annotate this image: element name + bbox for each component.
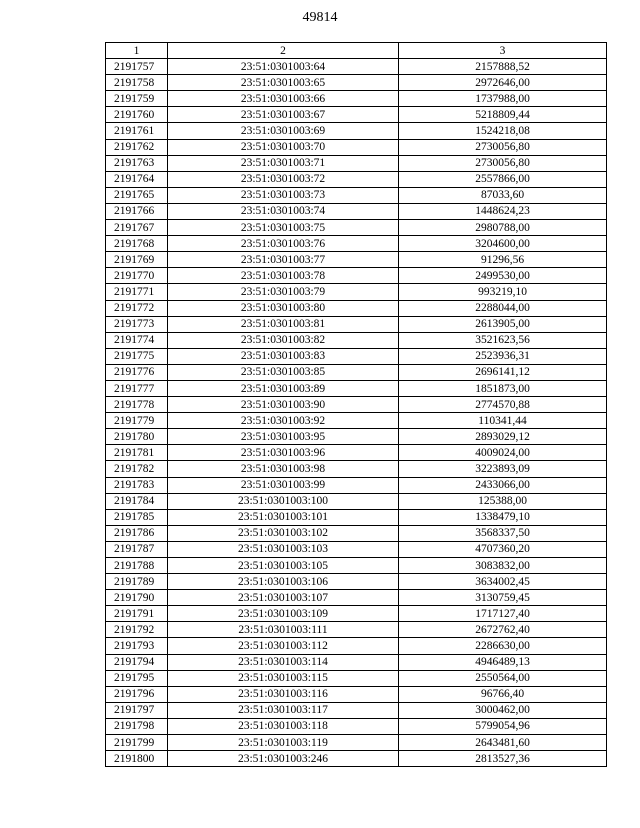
value-cell: 2980788,00: [399, 220, 607, 236]
cadastral-number-cell: 23:51:0301003:118: [168, 718, 399, 734]
value-cell: 3000462,00: [399, 702, 607, 718]
cadastral-number-cell: 23:51:0301003:92: [168, 413, 399, 429]
row-number-cell: 2191782: [106, 461, 168, 477]
table-row: [106, 525, 607, 541]
table-row: [106, 590, 607, 606]
cadastral-number-cell: 23:51:0301003:100: [168, 493, 399, 509]
cadastral-number-cell: 23:51:0301003:114: [168, 654, 399, 670]
cadastral-number-cell: 23:51:0301003:85: [168, 364, 399, 380]
table-row: [106, 268, 607, 284]
row-number-cell: 2191775: [106, 348, 168, 364]
cadastral-number-cell: 23:51:0301003:112: [168, 638, 399, 654]
cadastral-number-cell: 23:51:0301003:101: [168, 509, 399, 525]
cadastral-number-cell: 23:51:0301003:64: [168, 59, 399, 75]
cadastral-number-cell: 23:51:0301003:89: [168, 380, 399, 396]
cadastral-number-cell: 23:51:0301003:77: [168, 252, 399, 268]
value-cell: 2613905,00: [399, 316, 607, 332]
cadastral-number-cell: 23:51:0301003:80: [168, 300, 399, 316]
value-cell: 2157888,52: [399, 59, 607, 75]
row-number-cell: 2191794: [106, 654, 168, 670]
row-number-cell: 2191765: [106, 187, 168, 203]
cadastral-number-cell: 23:51:0301003:67: [168, 107, 399, 123]
value-cell: 1717127,40: [399, 606, 607, 622]
value-cell: 2672762,40: [399, 622, 607, 638]
row-number-cell: 2191763: [106, 155, 168, 171]
cadastral-number-cell: 23:51:0301003:115: [168, 670, 399, 686]
row-number-cell: 2191768: [106, 236, 168, 252]
cadastral-number-cell: 23:51:0301003:70: [168, 139, 399, 155]
row-number-cell: 2191785: [106, 509, 168, 525]
table-row: [106, 91, 607, 107]
row-number-cell: 2191769: [106, 252, 168, 268]
cadastral-number-cell: 23:51:0301003:71: [168, 155, 399, 171]
cadastral-number-cell: 23:51:0301003:66: [168, 91, 399, 107]
table-row: [106, 686, 607, 702]
table-row: [106, 429, 607, 445]
table-row: [106, 187, 607, 203]
cadastral-number-cell: 23:51:0301003:76: [168, 236, 399, 252]
table-row: [106, 300, 607, 316]
value-cell: 2643481,60: [399, 735, 607, 751]
row-number-cell: 2191779: [106, 413, 168, 429]
table-row: [106, 574, 607, 590]
value-cell: 1448624,23: [399, 203, 607, 219]
value-cell: 2893029,12: [399, 429, 607, 445]
value-cell: 125388,00: [399, 493, 607, 509]
cadastral-table: [105, 42, 607, 767]
row-number-cell: 2191774: [106, 332, 168, 348]
table-row: [106, 638, 607, 654]
cadastral-number-cell: 23:51:0301003:109: [168, 606, 399, 622]
row-number-cell: 2191777: [106, 380, 168, 396]
row-number-cell: 2191795: [106, 670, 168, 686]
cadastral-number-cell: 23:51:0301003:119: [168, 735, 399, 751]
cadastral-number-cell: 23:51:0301003:106: [168, 574, 399, 590]
column-header-3: 3: [399, 43, 607, 59]
row-number-cell: 2191787: [106, 541, 168, 557]
table-row: [106, 477, 607, 493]
row-number-cell: 2191761: [106, 123, 168, 139]
cadastral-number-cell: 23:51:0301003:75: [168, 220, 399, 236]
table-row: [106, 123, 607, 139]
row-number-cell: 2191766: [106, 203, 168, 219]
table-row: [106, 75, 607, 91]
cadastral-number-cell: 23:51:0301003:102: [168, 525, 399, 541]
cadastral-number-cell: 23:51:0301003:81: [168, 316, 399, 332]
row-number-cell: 2191784: [106, 493, 168, 509]
value-cell: 2557866,00: [399, 171, 607, 187]
table-row: [106, 751, 607, 767]
row-number-cell: 2191757: [106, 59, 168, 75]
table-row: [106, 654, 607, 670]
table-row: [106, 364, 607, 380]
column-header-2: 2: [168, 43, 399, 59]
row-number-cell: 2191778: [106, 397, 168, 413]
table-row: [106, 236, 607, 252]
value-cell: 96766,40: [399, 686, 607, 702]
cadastral-number-cell: 23:51:0301003:116: [168, 686, 399, 702]
row-number-cell: 2191796: [106, 686, 168, 702]
value-cell: 3083832,00: [399, 558, 607, 574]
table-row: [106, 316, 607, 332]
row-number-cell: 2191759: [106, 91, 168, 107]
table-row: [106, 348, 607, 364]
row-number-cell: 2191770: [106, 268, 168, 284]
table-row: [106, 332, 607, 348]
table-row: [106, 107, 607, 123]
value-cell: 2813527,36: [399, 751, 607, 767]
row-number-cell: 2191771: [106, 284, 168, 300]
value-cell: 2286630,00: [399, 638, 607, 654]
value-cell: 2972646,00: [399, 75, 607, 91]
value-cell: 4946489,13: [399, 654, 607, 670]
value-cell: 3521623,56: [399, 332, 607, 348]
table-row: [106, 735, 607, 751]
value-cell: 2696141,12: [399, 364, 607, 380]
row-number-cell: 2191800: [106, 751, 168, 767]
column-header-1: 1: [106, 43, 168, 59]
table-row: [106, 220, 607, 236]
value-cell: 2523936,31: [399, 348, 607, 364]
row-number-cell: 2191773: [106, 316, 168, 332]
table-row: [106, 445, 607, 461]
value-cell: 1851873,00: [399, 380, 607, 396]
table-body: [106, 59, 607, 767]
cadastral-number-cell: 23:51:0301003:246: [168, 751, 399, 767]
cadastral-number-cell: 23:51:0301003:82: [168, 332, 399, 348]
table-row: [106, 622, 607, 638]
value-cell: 3634002,45: [399, 574, 607, 590]
value-cell: 3223893,09: [399, 461, 607, 477]
cadastral-number-cell: 23:51:0301003:72: [168, 171, 399, 187]
value-cell: 3568337,50: [399, 525, 607, 541]
cadastral-number-cell: 23:51:0301003:117: [168, 702, 399, 718]
table-row: [106, 413, 607, 429]
row-number-cell: 2191764: [106, 171, 168, 187]
table-row: [106, 139, 607, 155]
value-cell: 5799054,96: [399, 718, 607, 734]
cadastral-number-cell: 23:51:0301003:73: [168, 187, 399, 203]
row-number-cell: 2191798: [106, 718, 168, 734]
cadastral-number-cell: 23:51:0301003:103: [168, 541, 399, 557]
table-row: [106, 558, 607, 574]
table-row: [106, 380, 607, 396]
row-number-cell: 2191786: [106, 525, 168, 541]
row-number-cell: 2191793: [106, 638, 168, 654]
cadastral-number-cell: 23:51:0301003:90: [168, 397, 399, 413]
value-cell: 1524218,08: [399, 123, 607, 139]
row-number-cell: 2191783: [106, 477, 168, 493]
cadastral-number-cell: 23:51:0301003:107: [168, 590, 399, 606]
value-cell: 5218809,44: [399, 107, 607, 123]
cadastral-number-cell: 23:51:0301003:78: [168, 268, 399, 284]
row-number-cell: 2191772: [106, 300, 168, 316]
value-cell: 1737988,00: [399, 91, 607, 107]
value-cell: 87033,60: [399, 187, 607, 203]
row-number-cell: 2191767: [106, 220, 168, 236]
value-cell: 91296,56: [399, 252, 607, 268]
table-row: [106, 397, 607, 413]
table-header: [106, 43, 607, 59]
page-number: 49814: [302, 10, 338, 25]
value-cell: 2550564,00: [399, 670, 607, 686]
table-row: [106, 252, 607, 268]
header-row: [106, 43, 607, 59]
cadastral-number-cell: 23:51:0301003:79: [168, 284, 399, 300]
table-row: [106, 461, 607, 477]
row-number-cell: 2191792: [106, 622, 168, 638]
row-number-cell: 2191797: [106, 702, 168, 718]
row-number-cell: 2191780: [106, 429, 168, 445]
cadastral-number-cell: 23:51:0301003:65: [168, 75, 399, 91]
value-cell: 4707360,20: [399, 541, 607, 557]
value-cell: 2288044,00: [399, 300, 607, 316]
value-cell: 3204600,00: [399, 236, 607, 252]
cadastral-number-cell: 23:51:0301003:99: [168, 477, 399, 493]
row-number-cell: 2191781: [106, 445, 168, 461]
value-cell: 2730056,80: [399, 155, 607, 171]
table-row: [106, 59, 607, 75]
cadastral-number-cell: 23:51:0301003:74: [168, 203, 399, 219]
table-row: [106, 541, 607, 557]
cadastral-number-cell: 23:51:0301003:111: [168, 622, 399, 638]
value-cell: 993219,10: [399, 284, 607, 300]
table-row: [106, 702, 607, 718]
table-row: [106, 203, 607, 219]
cadastral-number-cell: 23:51:0301003:98: [168, 461, 399, 477]
value-cell: 2499530,00: [399, 268, 607, 284]
table-row: [106, 718, 607, 734]
value-cell: 2774570,88: [399, 397, 607, 413]
row-number-cell: 2191791: [106, 606, 168, 622]
table-row: [106, 606, 607, 622]
cadastral-number-cell: 23:51:0301003:96: [168, 445, 399, 461]
table-row: [106, 509, 607, 525]
cadastral-number-cell: 23:51:0301003:69: [168, 123, 399, 139]
row-number-cell: 2191762: [106, 139, 168, 155]
value-cell: 3130759,45: [399, 590, 607, 606]
value-cell: 110341,44: [399, 413, 607, 429]
table-row: [106, 284, 607, 300]
table-row: [106, 493, 607, 509]
table-row: [106, 670, 607, 686]
row-number-cell: 2191789: [106, 574, 168, 590]
cadastral-number-cell: 23:51:0301003:83: [168, 348, 399, 364]
table-row: [106, 155, 607, 171]
row-number-cell: 2191790: [106, 590, 168, 606]
value-cell: 4009024,00: [399, 445, 607, 461]
cadastral-number-cell: 23:51:0301003:95: [168, 429, 399, 445]
value-cell: 2433066,00: [399, 477, 607, 493]
table-row: [106, 171, 607, 187]
value-cell: 1338479,10: [399, 509, 607, 525]
row-number-cell: 2191799: [106, 735, 168, 751]
row-number-cell: 2191776: [106, 364, 168, 380]
cadastral-number-cell: 23:51:0301003:105: [168, 558, 399, 574]
row-number-cell: 2191760: [106, 107, 168, 123]
row-number-cell: 2191788: [106, 558, 168, 574]
row-number-cell: 2191758: [106, 75, 168, 91]
value-cell: 2730056,80: [399, 139, 607, 155]
